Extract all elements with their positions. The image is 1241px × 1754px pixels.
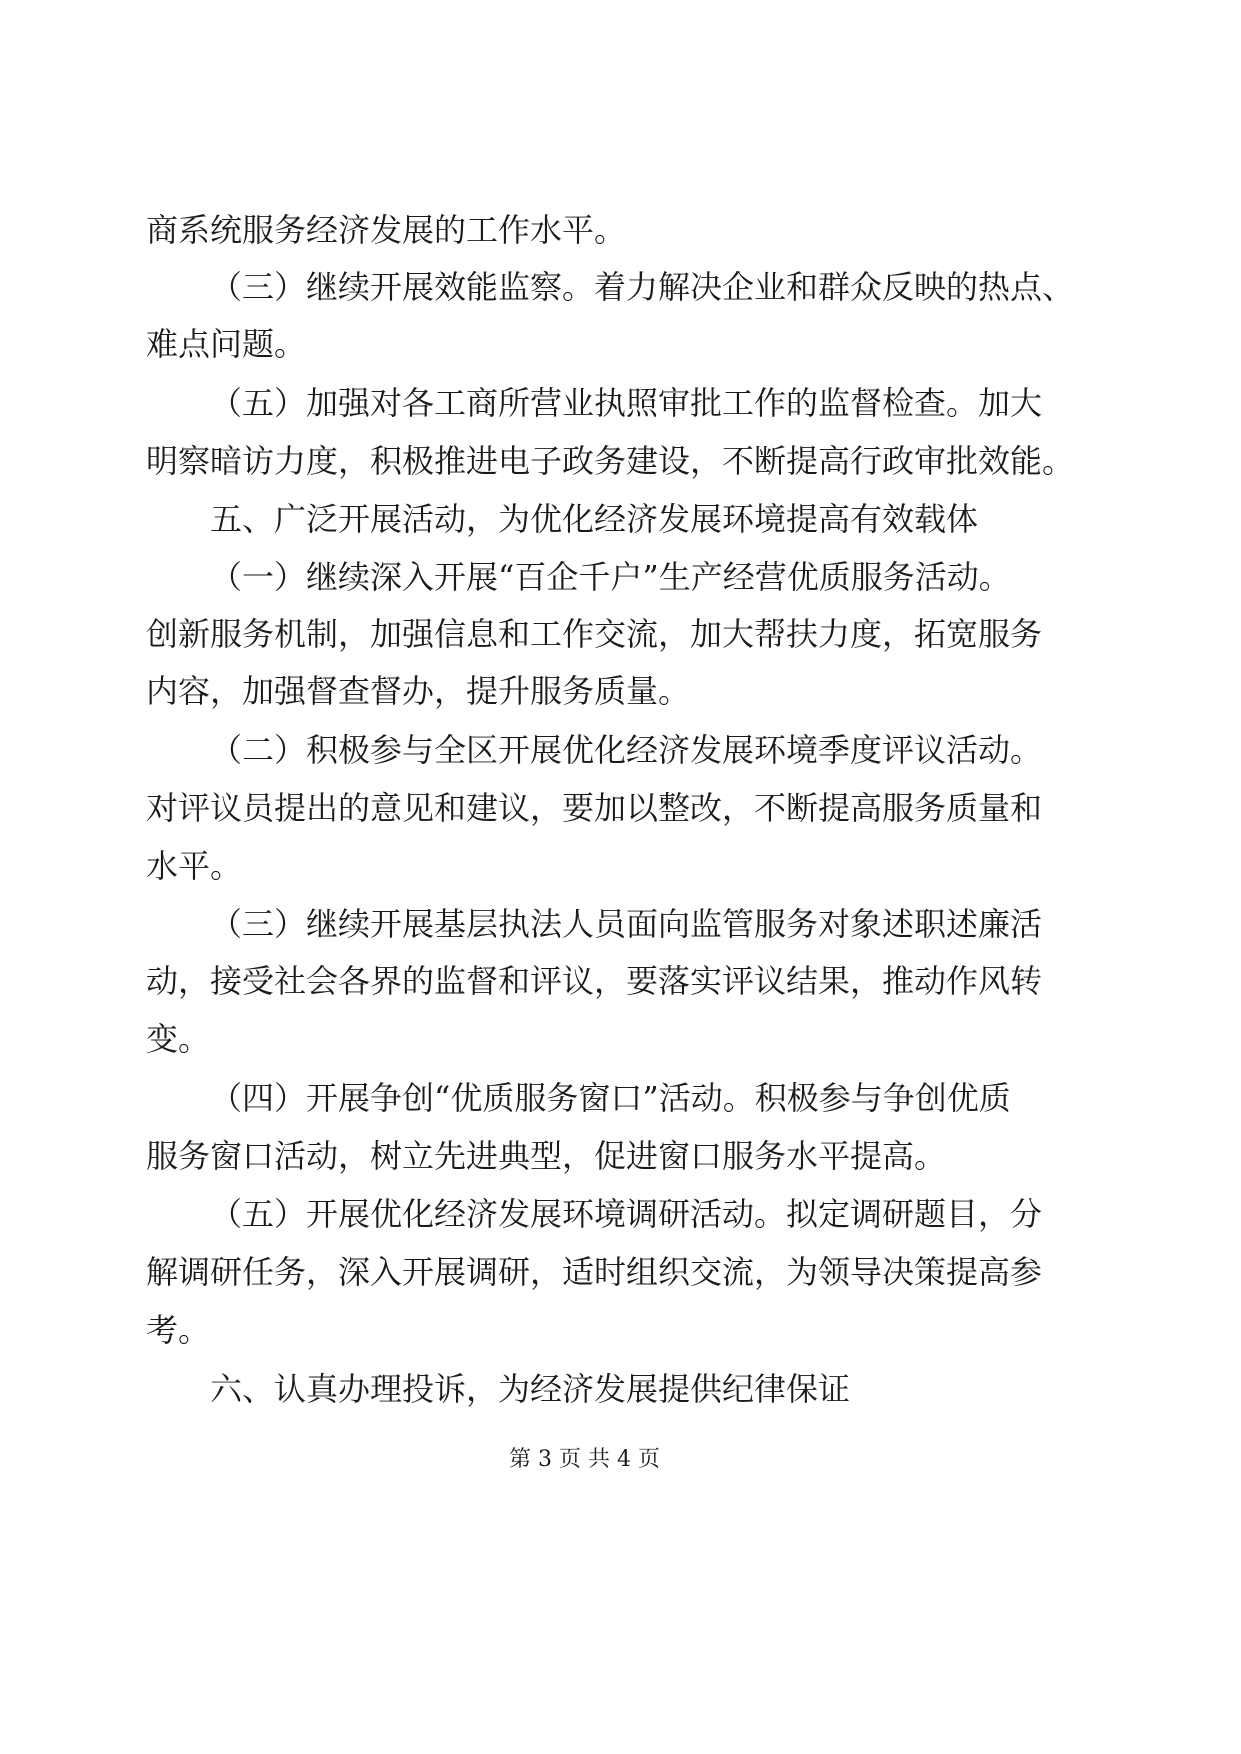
text-line: 内容，加强督查督办，提升服务质量。 [146,672,691,710]
text-line: 解调研任务，深入开展调研，适时组织交流，为领导决策提高参 [146,1253,1043,1291]
section-heading: 六、认真办理投诉，为经济发展提供纪律保证 [210,1370,851,1408]
text-line: 服务窗口活动，树立先进典型，促进窗口服务水平提高。 [146,1137,947,1175]
text-line: （一）继续深入开展“百企千户”生产经营优质服务活动。 [210,558,1011,596]
page-number: 第 3 页 共 4 页 [509,1447,660,1472]
text-line: 动，接受社会各界的监督和评议，要落实评议结果，推动作风转 [146,962,1043,1000]
text-line: （四）开展争创“优质服务窗口”活动。积极参与争创优质 [210,1079,1011,1117]
text-line: 考。 [146,1311,211,1349]
text-line: 难点问题。 [146,325,307,363]
text-line: 创新服务机制，加强信息和工作交流，加大帮扶力度，拓宽服务 [146,615,1043,653]
text-line: （五）开展优化经济发展环境调研活动。拟定调研题目，分 [210,1195,1043,1233]
text-line: 水平。 [146,847,243,885]
section-heading: 五、广泛开展活动，为优化经济发展环境提高有效载体 [210,500,979,538]
text-line: 明察暗访力度，积极推进电子政务建设，不断提高行政审批效能。 [146,442,1075,480]
text-line: （五）加强对各工商所营业执照审批工作的监督检查。加大 [210,384,1043,422]
text-line: （三）继续开展基层执法人员面向监管服务对象述职述廉活 [210,905,1043,943]
text-line: 商系统服务经济发展的工作水平。 [146,211,627,249]
text-line: （三）继续开展效能监察。着力解决企业和群众反映的热点、 [210,268,1075,306]
text-line: （二）积极参与全区开展优化经济发展环境季度评议活动。 [210,731,1043,769]
text-line: 对评议员提出的意见和建议，要加以整改，不断提高服务质量和 [146,789,1043,827]
text-line: 变。 [146,1020,211,1058]
